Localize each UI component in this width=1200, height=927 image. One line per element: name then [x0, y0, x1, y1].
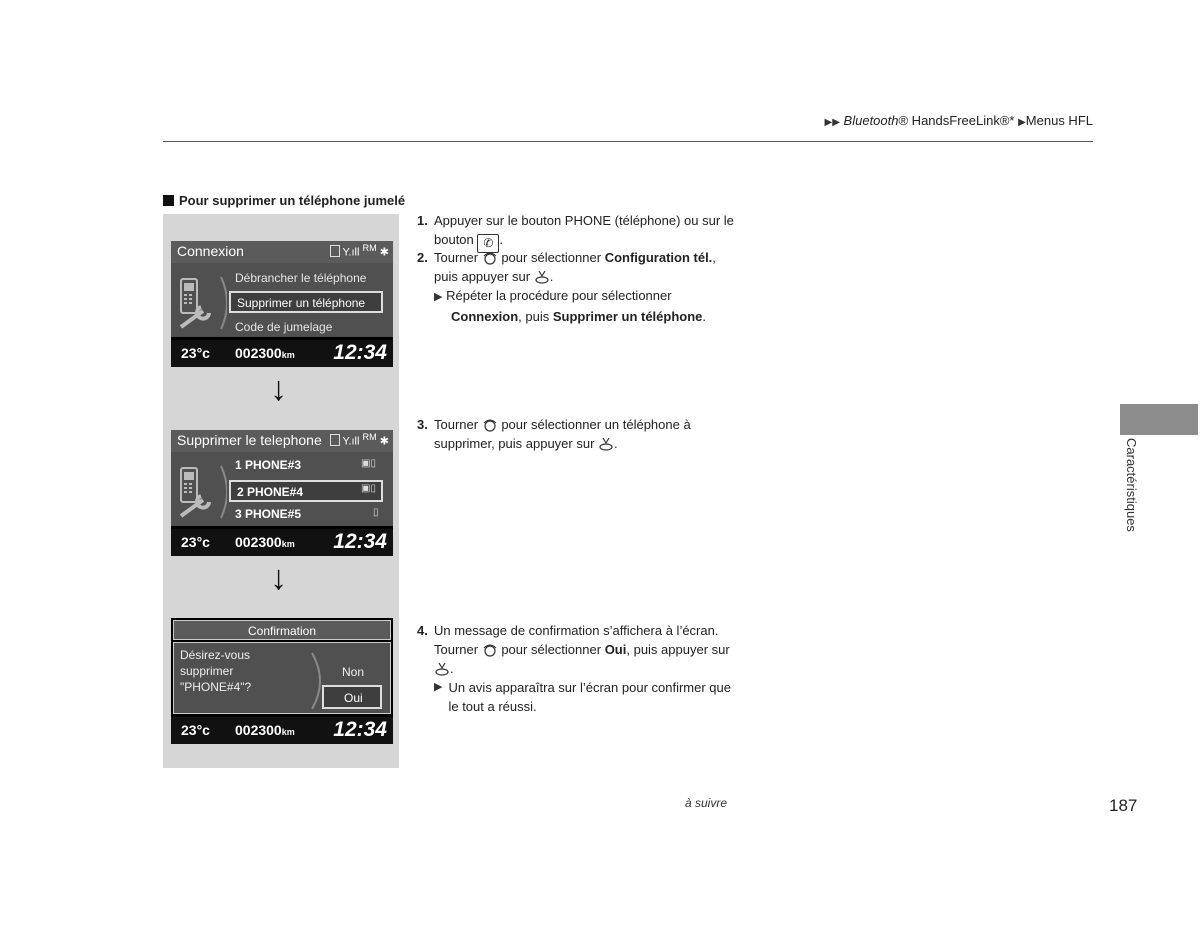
display-screen-connexion — [171, 241, 393, 367]
clock: 12:34 — [333, 341, 387, 364]
signal-icon: Y.ıll — [342, 246, 360, 259]
rotate-knob-icon — [482, 643, 498, 657]
phone-list-label: 2 PHONE#4 — [237, 485, 304, 499]
step-text: pour sélectionner un téléphone à supprimer, puis appuyer sur — [434, 417, 691, 451]
step-text: pour sélectionner — [501, 250, 602, 265]
step-2 — [417, 248, 737, 326]
option-non: Non — [342, 665, 365, 679]
clock: 12:34 — [333, 718, 387, 741]
phone-list-item: 1 PHONE#3 — [235, 458, 302, 472]
odometer — [235, 345, 295, 361]
step-text-bold: Oui — [604, 642, 627, 657]
phone-device-icons: ▣▯ — [361, 483, 376, 494]
phone-device-icons: ▣▯ — [361, 458, 376, 469]
phone-button-icon: ✆ — [477, 234, 499, 253]
side-tab — [1120, 404, 1198, 435]
odometer — [235, 722, 295, 738]
step-4 — [417, 621, 737, 716]
odometer-unit: km — [281, 727, 295, 737]
odometer-value: 002300 — [235, 534, 282, 550]
odometer-unit: km — [281, 539, 295, 549]
step-text: Appuyer sur le bouton PHONE (téléphone) ou sur le bouton — [434, 213, 734, 247]
temperature: 23°c — [181, 722, 210, 738]
triangle-bullet-icon: ▶ — [434, 681, 443, 693]
message-line: Désirez-vous — [180, 648, 251, 662]
illustration-panel — [163, 214, 399, 768]
phone-wrench-icon — [177, 464, 227, 520]
step-text-bold: Connexion — [451, 309, 519, 324]
phone-device-icon: ▯ — [373, 507, 379, 518]
step-text: Tourner — [434, 250, 479, 265]
phone-list-item-selected — [229, 480, 383, 502]
step-text: . — [614, 436, 618, 451]
battery-icon — [330, 434, 340, 446]
clock: 12:34 — [333, 530, 387, 553]
step-number: 3. — [417, 417, 428, 432]
step-text-bold: Supprimer un téléphone — [552, 309, 703, 324]
press-knob-icon — [534, 270, 550, 284]
screen-footer — [171, 340, 393, 367]
screen-footer — [171, 717, 393, 744]
step-subtext: Un avis apparaîtra sur l’écran pour confirmer que le tout a réussi. — [448, 680, 731, 714]
triangle-right-icon: ▶ — [1018, 117, 1026, 128]
step-text: . — [450, 661, 454, 676]
step-text: Un message de confirmation s’affichera à l’écran. Tourner — [434, 623, 719, 657]
menu-item-label: Supprimer un téléphone — [237, 296, 366, 310]
screen-header — [171, 241, 393, 263]
step-text: . — [549, 269, 554, 284]
breadcrumb — [825, 113, 1093, 128]
screen-body — [171, 452, 393, 526]
step-text-bold: Configuration tél. — [604, 250, 713, 265]
status-icons — [328, 432, 389, 448]
menu-item-disconnect: Débrancher le téléphone — [235, 271, 367, 285]
step-number: 1. — [417, 213, 428, 228]
side-tab-text: Caractéristiques — [1124, 438, 1139, 532]
battery-icon — [330, 245, 340, 257]
step-3 — [417, 415, 737, 453]
menu-item-pairing-code: Code de jumelage — [235, 320, 333, 334]
screen-title: Supprimer le telephone — [177, 432, 322, 448]
rotate-knob-icon — [482, 251, 498, 265]
breadcrumb-handsfreelink: ® HandsFreeLink®* — [898, 113, 1015, 128]
odometer-value: 002300 — [235, 345, 282, 361]
press-knob-icon — [434, 662, 450, 676]
triangle-bullet-icon: ▶ — [434, 291, 443, 303]
rotate-knob-icon — [482, 418, 498, 432]
triangle-right-icon: ▶▶ — [824, 117, 840, 128]
step-subtext: Répéter la procédure pour sélectionner — [446, 288, 672, 303]
step-subtext: . — [702, 309, 707, 324]
breadcrumb-menus: Menus HFL — [1025, 113, 1093, 128]
message-line: supprimer — [180, 664, 234, 678]
status-icons — [328, 243, 389, 259]
step-number: 4. — [417, 623, 428, 638]
step-text: Tourner — [434, 417, 479, 432]
step-text: . — [499, 232, 504, 247]
odometer-unit: km — [281, 350, 295, 360]
odometer — [235, 534, 295, 550]
screen-footer — [171, 529, 393, 556]
screen-header — [171, 430, 393, 452]
step-text: , puis appuyer sur — [626, 642, 730, 657]
step-text: , puis appuyer sur — [434, 250, 716, 284]
confirmation-body — [173, 642, 391, 714]
step-subtext: , puis — [518, 309, 550, 324]
odometer-value: 002300 — [235, 722, 282, 738]
header-rule — [163, 141, 1093, 142]
down-arrow-icon: ↓ — [270, 559, 287, 597]
down-arrow-icon: ↓ — [270, 370, 287, 408]
section-title-text: Pour supprimer un téléphone jumelé — [179, 193, 406, 208]
bluetooth-icon: ✱ — [379, 246, 389, 259]
temperature: 23°c — [181, 345, 210, 361]
press-knob-icon — [598, 437, 614, 451]
display-screen-delete-phone — [171, 430, 393, 556]
bluetooth-icon: ✱ — [379, 435, 389, 448]
temperature: 23°c — [181, 534, 210, 550]
confirmation-title: Confirmation — [173, 620, 391, 640]
step-1 — [417, 211, 737, 253]
signal-icon: Y.ıll — [342, 435, 360, 448]
page-number: 187 — [1109, 796, 1138, 815]
message-line: "PHONE#4"? — [180, 680, 252, 694]
breadcrumb-bluetooth: Bluetooth — [843, 113, 899, 128]
continued-note: à suivre — [685, 796, 728, 810]
confirmation-message — [180, 647, 251, 695]
black-square-icon — [163, 195, 174, 206]
option-label: Oui — [344, 691, 363, 705]
option-oui-selected — [322, 685, 382, 709]
phone-list-item: 3 PHONE#5 — [235, 507, 302, 521]
display-screen-confirmation — [171, 618, 393, 744]
section-title — [163, 193, 405, 208]
phone-wrench-icon — [177, 275, 227, 331]
step-number: 2. — [417, 250, 428, 265]
side-tab-label — [1121, 438, 1141, 546]
step-text: pour sélectionner — [501, 642, 602, 657]
screen-body — [171, 263, 393, 337]
roam-indicator: RM — [362, 432, 377, 442]
roam-indicator: RM — [362, 243, 377, 253]
screen-title: Connexion — [177, 243, 244, 259]
menu-item-delete-phone-selected — [229, 291, 383, 313]
